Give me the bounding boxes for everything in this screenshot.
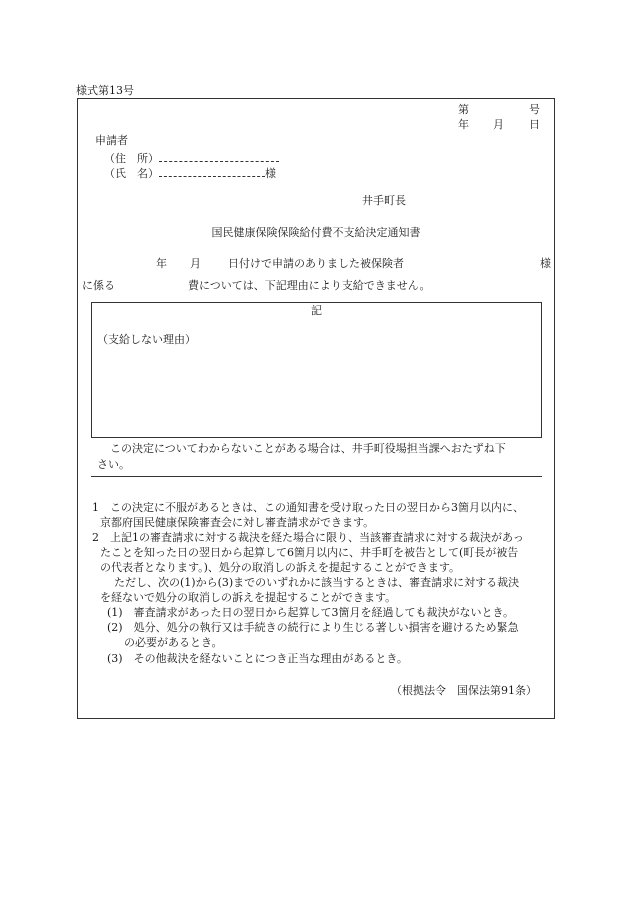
body-text-line1: 日付けで申請のありました被保険者 xyxy=(228,257,404,270)
clause-1: (1) 審査請求があった日の翌日から起算して3箇月を経過しても裁決がないとき。 xyxy=(107,606,515,619)
reason-box xyxy=(91,302,542,438)
body-prefix-line2: に係る xyxy=(82,279,115,292)
form-number: 様式第13号 xyxy=(76,84,134,97)
clause-2-line1: (2) 処分、処分の執行又は手続きの続行により生じる著しい損害を避けるため緊急 xyxy=(107,621,519,634)
date-day: 日 xyxy=(529,118,540,131)
note-2-line3: の代表者となります。)、処分の取消しの訴えを提起することができます。 xyxy=(100,561,461,574)
note-1-line2: 京都府国民健康保険審査会に対し審査請求ができます。 xyxy=(100,516,375,529)
applicant-heading: 申請者 xyxy=(95,134,128,147)
body-month: 月 xyxy=(190,257,201,270)
note-2-line1: 2 上記1の審査請求に対する裁決を経た場合に限り、当該審査請求に対する裁決があっ xyxy=(92,531,524,544)
proviso-line2: を経ないで処分の取消しの訴えを提起することができます。 xyxy=(100,591,397,604)
legal-basis: （根拠法令 国保法第91条） xyxy=(391,684,537,697)
name-row xyxy=(104,165,276,181)
clause-2-line2: の必要があるとき。 xyxy=(124,636,223,649)
address-line xyxy=(159,150,279,162)
number-prefix: 第 xyxy=(458,103,469,116)
issuer: 井手町長 xyxy=(362,194,406,207)
body-honorific: 様 xyxy=(540,257,551,270)
note-2-line2: たことを知った日の翌日から起算して6箇月以内に、井手町を被告として(町長が被告 xyxy=(100,546,519,559)
number-suffix: 号 xyxy=(529,103,540,116)
inquiry-line1: この決定についてわからないことがある場合は、井手町役場担当課へおたずね下 xyxy=(110,442,506,455)
date-month: 月 xyxy=(493,118,504,131)
reason-label: （支給しない理由） xyxy=(97,333,196,346)
body-year: 年 xyxy=(156,257,167,270)
inquiry-line2: さい。 xyxy=(97,458,130,471)
note-1-line1: 1 この決定に不服があるときは、この通知書を受け取った日の翌日から3箇月以内に、 xyxy=(92,501,524,514)
name-label: （氏 名） xyxy=(104,167,159,180)
body-text-line2: 費については、下記理由により支給できません。 xyxy=(188,279,431,292)
date-year: 年 xyxy=(458,118,469,131)
divider xyxy=(91,476,542,477)
name-line xyxy=(159,165,265,177)
clause-3: (3) その他裁決を経ないことにつき正当な理由があるとき。 xyxy=(107,652,408,665)
applicant-honorific: 様 xyxy=(265,167,276,180)
notice-heading: 記 xyxy=(311,304,322,317)
address-row xyxy=(104,150,279,166)
proviso-line1: ただし、次の(1)から(3)までのいずれかに該当するときは、審査請求に対する裁決 xyxy=(114,576,520,589)
document-title: 国民健康保険保険給付費不支給決定通知書 xyxy=(211,226,421,239)
address-label: （住 所） xyxy=(104,152,159,165)
